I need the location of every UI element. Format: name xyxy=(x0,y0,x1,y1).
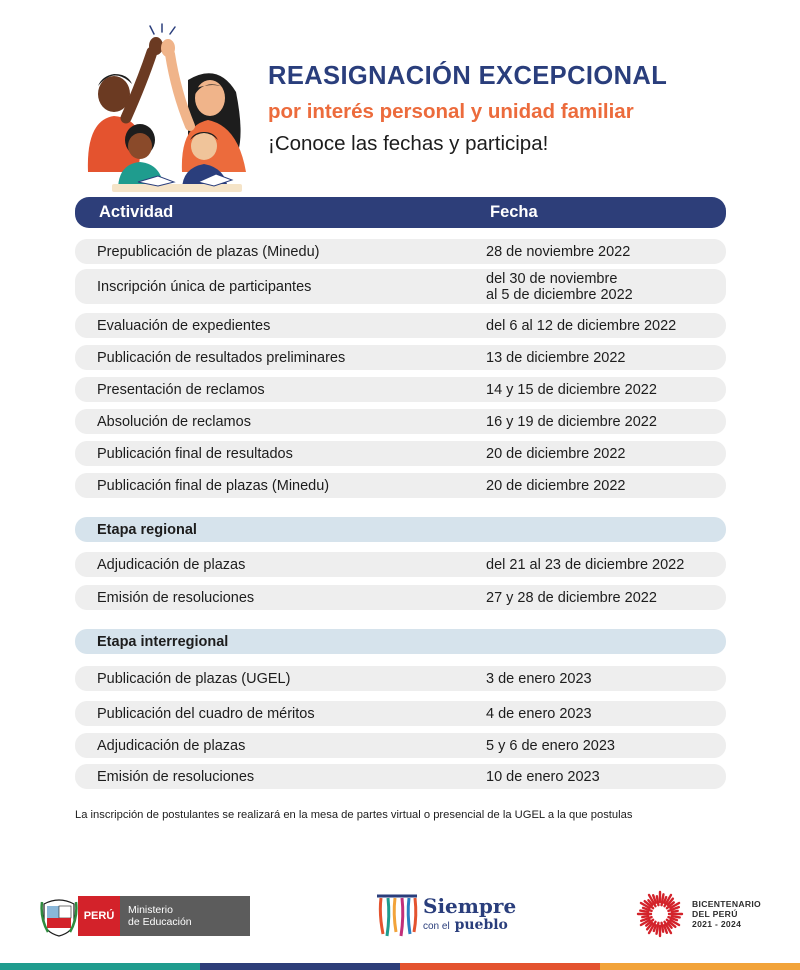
row-activity: Publicación de plazas (UGEL) xyxy=(97,670,291,687)
table-row xyxy=(75,552,726,577)
table-row xyxy=(75,701,726,726)
stripe-segment xyxy=(400,963,600,970)
peru-label: PERÚ xyxy=(78,896,120,936)
table-row xyxy=(75,377,726,402)
bicentenario-burst-icon xyxy=(636,890,684,938)
row-activity: Inscripción única de participantes xyxy=(97,278,312,295)
stripe-segment xyxy=(200,963,400,970)
minedu-logo xyxy=(40,893,250,939)
row-date: 20 de diciembre 2022 xyxy=(486,477,626,494)
table-header xyxy=(75,197,726,228)
page-subtitle: por interés personal y unidad familiar xyxy=(268,100,634,123)
row-activity: Adjudicación de plazas xyxy=(97,556,246,573)
row-activity: Publicación final de resultados xyxy=(97,445,293,462)
column-header-date: Fecha xyxy=(490,203,538,221)
row-date: 4 de enero 2023 xyxy=(486,705,592,722)
row-activity: Absolución de reclamos xyxy=(97,413,251,430)
section-header-interregional xyxy=(75,629,726,654)
bottom-color-stripe xyxy=(0,963,800,970)
section-label: Etapa regional xyxy=(97,521,197,538)
row-date: 10 de enero 2023 xyxy=(486,768,600,785)
row-activity: Adjudicación de plazas xyxy=(97,737,246,754)
table-row xyxy=(75,345,726,370)
row-activity: Evaluación de expedientes xyxy=(97,317,271,334)
page-title: REASIGNACIÓN EXCEPCIONAL xyxy=(268,62,668,90)
stripe-segment xyxy=(600,963,800,970)
row-date: 14 y 15 de diciembre 2022 xyxy=(486,381,657,398)
table-row xyxy=(75,666,726,691)
table-row xyxy=(75,733,726,758)
siempre-text: Siempre con el pueblo xyxy=(423,894,517,933)
row-activity: Presentación de reclamos xyxy=(97,381,265,398)
ministry-label: Ministerio de Educación xyxy=(120,896,250,936)
peru-coat-of-arms-icon xyxy=(40,894,78,938)
table-row xyxy=(75,441,726,466)
row-date: 3 de enero 2023 xyxy=(486,670,592,687)
row-date: 28 de noviembre 2022 xyxy=(486,243,631,260)
siempre-con-el-pueblo-logo xyxy=(375,891,516,939)
page-tagline: ¡Conoce las fechas y participa! xyxy=(268,132,549,155)
row-activity: Emisión de resoluciones xyxy=(97,768,255,785)
row-date: 13 de diciembre 2022 xyxy=(486,349,626,366)
table-row xyxy=(75,473,726,498)
table-row xyxy=(75,239,726,264)
table-row xyxy=(75,585,726,610)
section-header-regional xyxy=(75,517,726,542)
table-row xyxy=(75,269,726,304)
row-date: del 30 de noviembre al 5 de diciembre 2022 xyxy=(486,270,633,303)
stripe-segment xyxy=(0,963,200,970)
colorful-pillars-icon xyxy=(375,892,419,938)
row-activity: Emisión de resoluciones xyxy=(97,589,255,606)
row-date: del 21 al 23 de diciembre 2022 xyxy=(486,556,685,573)
row-date: del 6 al 12 de diciembre 2022 xyxy=(486,317,677,334)
row-date: 20 de diciembre 2022 xyxy=(486,445,626,462)
table-row xyxy=(75,313,726,338)
row-activity: Publicación de resultados preliminares xyxy=(97,349,346,366)
bicentenario-logo xyxy=(636,890,761,938)
row-activity: Prepublicación de plazas (Minedu) xyxy=(97,243,320,260)
family-high-five-illustration xyxy=(78,22,260,200)
row-activity: Publicación del cuadro de méritos xyxy=(97,705,315,722)
row-activity: Publicación final de plazas (Minedu) xyxy=(97,477,330,494)
bicentenario-text: BICENTENARIO DEL PERÚ 2021 - 2024 xyxy=(692,899,762,929)
row-date: 16 y 19 de diciembre 2022 xyxy=(486,413,657,430)
table-row xyxy=(75,409,726,434)
row-date: 5 y 6 de enero 2023 xyxy=(486,737,615,754)
column-header-activity: Actividad xyxy=(99,203,174,221)
section-label: Etapa interregional xyxy=(97,633,229,650)
footnote: La inscripción de postulantes se realizará en la mesa de partes virtual o presencial de la UGEL a la que postulas xyxy=(75,809,633,821)
table-row xyxy=(75,764,726,789)
row-date: 27 y 28 de diciembre 2022 xyxy=(486,589,657,606)
